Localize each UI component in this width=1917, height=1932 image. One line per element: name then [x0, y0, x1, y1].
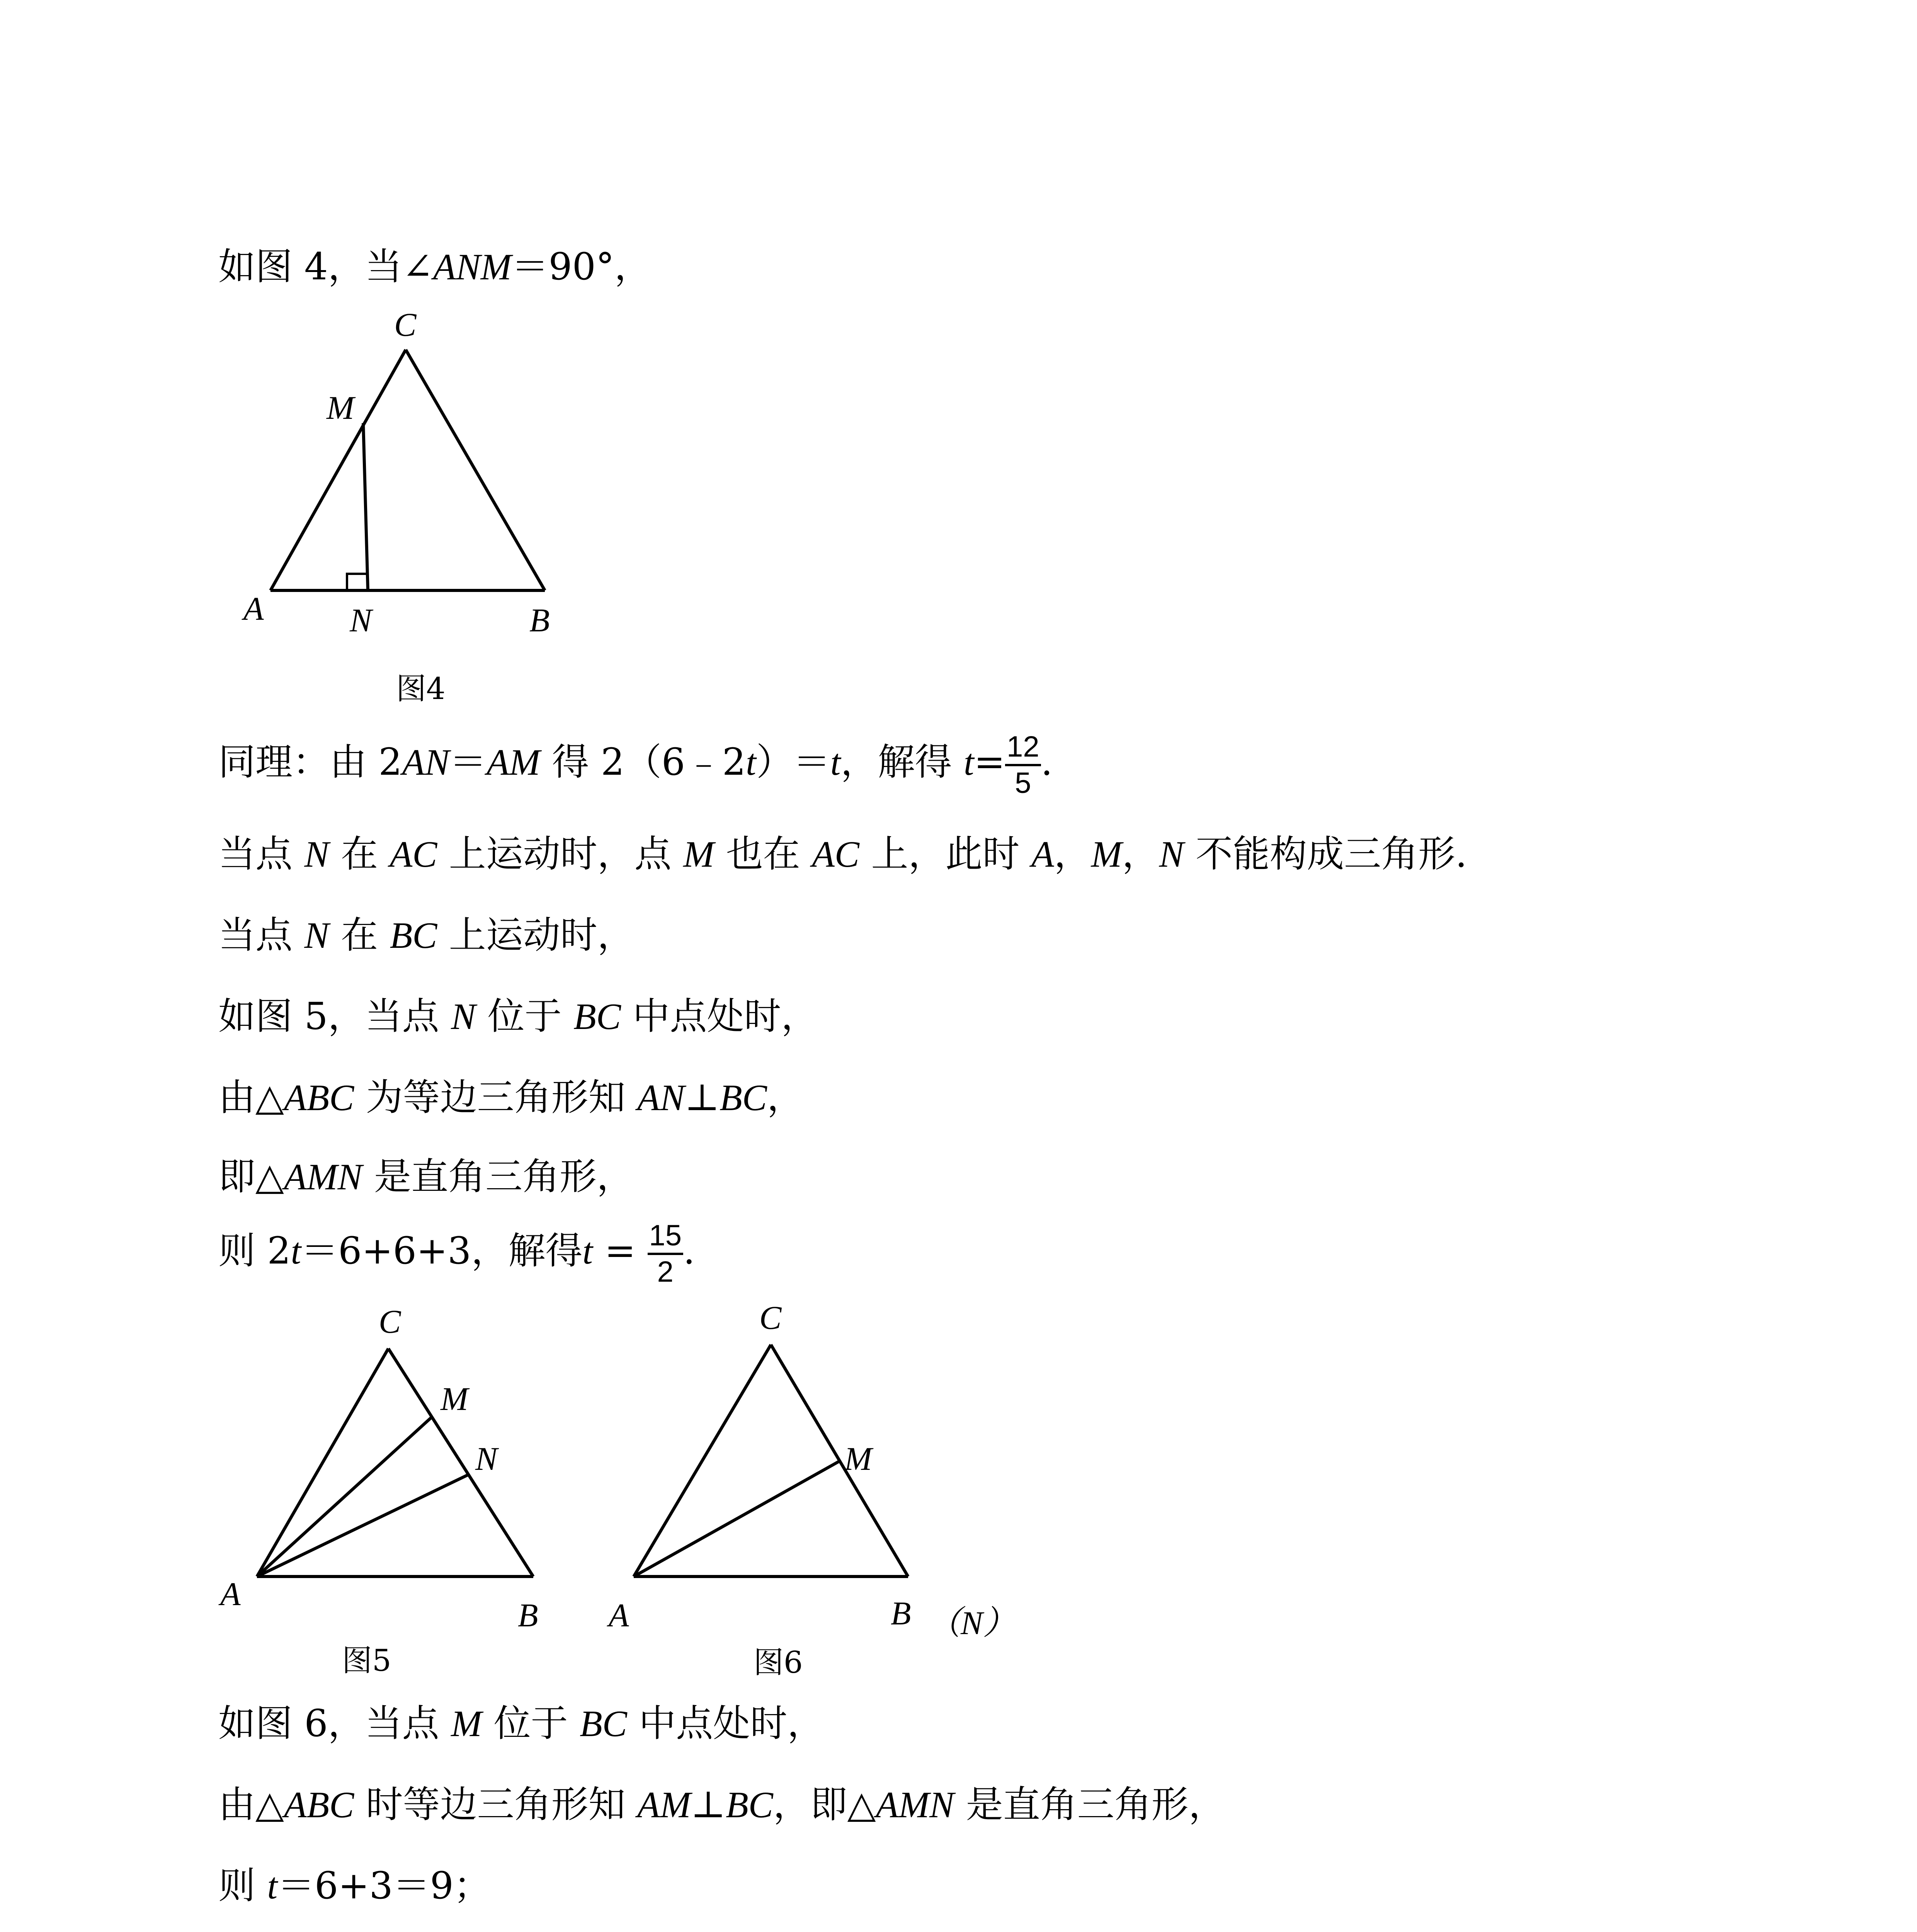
text: 则	[218, 1864, 267, 1907]
text: 如图 4，当∠	[218, 245, 434, 288]
figure-6	[587, 1287, 1090, 1712]
text: 中点处时，	[621, 995, 818, 1038]
label-n: N	[350, 602, 372, 639]
text: 由△	[218, 1076, 284, 1119]
label-m: M	[327, 389, 354, 426]
side-ac	[257, 1349, 388, 1577]
text: 也在	[714, 832, 812, 876]
text: 为等边三角形知	[354, 1076, 638, 1119]
text: 上运动时，点	[437, 832, 684, 876]
var: AMN	[284, 1156, 362, 1197]
text: 在	[329, 913, 390, 957]
var: M	[683, 833, 714, 875]
side-ac	[634, 1345, 771, 1577]
label-c: C	[759, 1299, 782, 1336]
var: AC	[390, 833, 437, 875]
label-b: B	[518, 1597, 538, 1634]
text: ，	[1054, 832, 1091, 876]
var: AC	[812, 833, 859, 875]
var: M	[451, 1703, 482, 1744]
numerator: 12	[1005, 732, 1041, 766]
text: 当点	[218, 913, 304, 957]
figure-5-diagram	[209, 1287, 595, 1712]
var: t	[830, 742, 841, 783]
segment-am	[257, 1416, 433, 1577]
text: ＝	[449, 740, 487, 784]
side-bc	[406, 350, 545, 590]
var: BC	[720, 1077, 767, 1118]
figure-6-diagram	[587, 1287, 1090, 1712]
fraction	[648, 1221, 684, 1287]
text: ，	[767, 1076, 804, 1119]
var: ABC	[284, 1784, 354, 1825]
label-n: （N）	[927, 1604, 1016, 1641]
text: 在	[329, 832, 390, 876]
label-m: M	[441, 1380, 468, 1417]
text: .	[1041, 740, 1053, 784]
text: 位于	[476, 995, 574, 1038]
segment-am	[634, 1461, 840, 1577]
label-a: A	[220, 1575, 241, 1612]
text: ）＝	[756, 740, 830, 784]
side-ac	[270, 350, 406, 590]
text: 时等边三角形知	[354, 1783, 638, 1826]
label-n: N	[475, 1440, 498, 1477]
var: AM	[486, 742, 540, 783]
label-a: A	[243, 590, 264, 627]
text: =	[974, 740, 1005, 784]
var: BC	[580, 1703, 627, 1744]
text: ，解得	[840, 740, 964, 784]
text: 上运动时，	[437, 913, 634, 957]
var: N	[1159, 833, 1184, 875]
text: 则 2	[218, 1229, 291, 1272]
var: BC	[390, 915, 437, 956]
text: 上，此时	[859, 832, 1031, 876]
label-b: B	[529, 602, 550, 639]
label-m: M	[844, 1440, 872, 1477]
text: 由△	[218, 1783, 284, 1826]
var: ANM	[433, 246, 512, 287]
segment-mn	[363, 423, 368, 590]
var: BC	[573, 996, 621, 1037]
line-7	[218, 1150, 634, 1204]
text: 位于	[482, 1702, 580, 1745]
text: 是直角三角形，	[954, 1783, 1226, 1826]
text: ＝90°，	[511, 245, 651, 288]
label-c: C	[379, 1303, 401, 1340]
var: M	[1091, 833, 1122, 875]
var: t	[964, 742, 974, 783]
var: AN	[637, 1077, 685, 1118]
figure-5	[209, 1287, 595, 1712]
line-10	[218, 1777, 1226, 1832]
text: 如图 6，当点	[218, 1702, 451, 1745]
var: t	[267, 1865, 278, 1906]
figure-4	[216, 301, 603, 726]
text: 是直角三角形，	[362, 1155, 634, 1198]
text: 当点	[218, 832, 304, 876]
segment-an	[257, 1474, 469, 1577]
fraction	[1005, 732, 1041, 798]
text: ⊥	[691, 1783, 726, 1826]
var: A	[1031, 833, 1054, 875]
text: ，即△	[773, 1783, 876, 1826]
var: ABC	[284, 1077, 354, 1118]
label-a: A	[609, 1597, 629, 1634]
figure-caption: 图4	[396, 672, 446, 706]
var: AN	[402, 742, 450, 783]
text: ，	[1122, 832, 1159, 876]
line-9	[218, 1696, 824, 1751]
figure-caption: 图5	[342, 1643, 391, 1678]
var: N	[304, 915, 329, 956]
denominator: 5	[1015, 767, 1031, 799]
text: 同理：由 2	[218, 740, 402, 784]
denominator: 2	[657, 1255, 674, 1288]
text: ⊥	[684, 1076, 720, 1119]
var: BC	[726, 1784, 773, 1825]
line-8	[218, 1221, 695, 1287]
text: 中点处时，	[627, 1702, 825, 1745]
text: 即△	[218, 1155, 284, 1198]
line-4	[218, 908, 634, 963]
var: t	[582, 1230, 593, 1272]
line-1	[218, 240, 651, 294]
var: AMN	[876, 1784, 954, 1825]
right-angle-mark	[347, 574, 368, 590]
var: t	[746, 742, 756, 783]
numerator: 15	[648, 1221, 684, 1255]
figure-caption: 图6	[754, 1645, 803, 1680]
text: 不能构成三角形.	[1184, 832, 1467, 876]
text: .	[683, 1229, 695, 1272]
line-11	[218, 1859, 491, 1913]
var: t	[291, 1230, 301, 1272]
text: =	[593, 1229, 648, 1272]
label-c: C	[394, 306, 417, 343]
text: ＝6+6+3，解得	[301, 1229, 583, 1272]
var: N	[304, 833, 329, 875]
var: AM	[637, 1784, 691, 1825]
text: ＝6+3＝9；	[277, 1864, 491, 1907]
var: N	[451, 996, 476, 1037]
line-5	[218, 989, 818, 1044]
line-6	[218, 1070, 804, 1125]
label-b: B	[891, 1595, 911, 1632]
figure-4-diagram	[216, 301, 603, 726]
line-2	[218, 732, 1053, 798]
line-3	[218, 827, 1467, 881]
text: 如图 5，当点	[218, 995, 451, 1038]
text: 得 2（6﹣2	[540, 740, 746, 784]
